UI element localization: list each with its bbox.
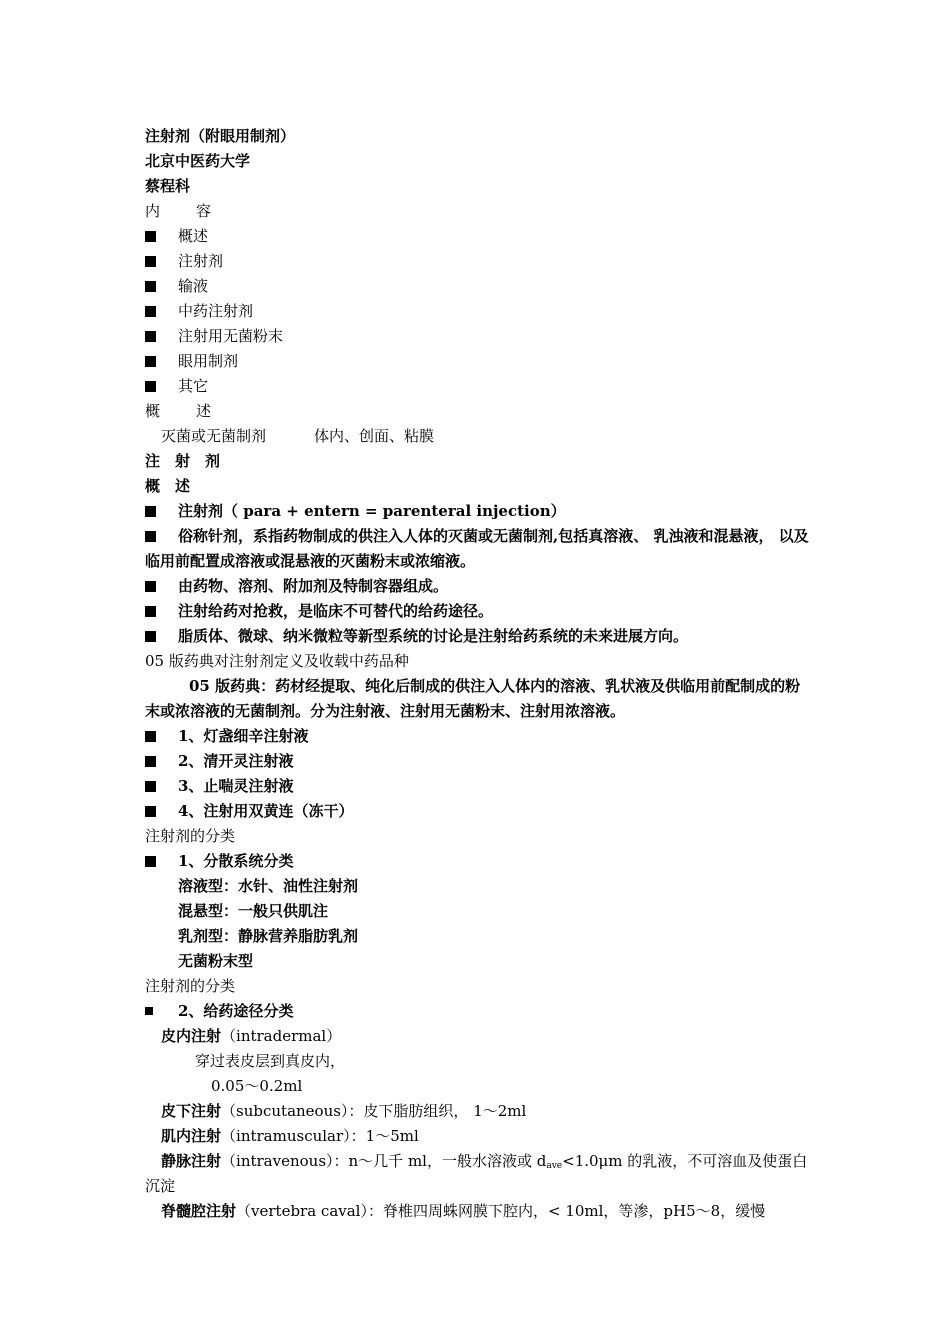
- list-item: 注射剂（ para + entern = parenteral injection）: [145, 499, 810, 524]
- sub-item: 乳剂型：静脉营养脂肪乳剂: [178, 927, 359, 945]
- square-bullet-icon: [145, 281, 156, 292]
- pharmacopoeia-definition: 05 版药典：药材经提取、纯化后制成的供注入人体内的溶液、乳状液及供临用前配制成的粉末或浓溶液的无菌制剂。分为注射液、注射用无菌粉末、注射用浓溶液。: [145, 677, 801, 720]
- list-item: 输液: [145, 274, 810, 299]
- classification-heading: 注射剂的分类: [145, 827, 236, 845]
- square-bullet-icon: [145, 581, 156, 592]
- square-bullet-icon: [145, 256, 156, 267]
- classification-heading: 注射剂的分类: [145, 977, 236, 995]
- square-bullet-icon: [145, 631, 156, 642]
- square-bullet-icon: [145, 756, 156, 767]
- list-item: 注射剂: [145, 249, 810, 274]
- route-subcutaneous: 皮下注射（subcutaneous）：皮下脂肪组织， 1～2ml: [161, 1102, 527, 1120]
- square-bullet-icon: [145, 781, 156, 792]
- list-item: 3、止喘灵注射液: [145, 774, 810, 799]
- square-bullet-icon: [145, 731, 156, 742]
- list-item: 由药物、溶剂、附加剂及特制容器组成。: [145, 574, 810, 599]
- list-item: 其它: [145, 374, 810, 399]
- doc-title: 注射剂（附眼用制剂）: [145, 127, 296, 145]
- document-page: [145, 124, 810, 1224]
- list-item: 注射用无菌粉末: [145, 324, 810, 349]
- sub-item: 溶液型：水针、油性注射剂: [178, 877, 359, 895]
- section-subheading: 概 述: [145, 477, 191, 495]
- square-bullet-icon: [145, 856, 156, 867]
- route-intravenous: 静脉注射（intravenous）：n～几千 ml，一般水溶液或 $d_{ave}<1.0\mu m$ 的乳液，不可溶血及使蛋白沉淀: [145, 1152, 808, 1195]
- author-name: 蔡程科: [145, 177, 191, 195]
- overview-line: 灭菌或无菌制剂 体内、创面、粘膜: [161, 427, 435, 445]
- list-item: 俗称针剂，系指药物制成的供注入人体的灭菌或无菌制剂,包括真溶液、 乳浊液和混悬液， 以及临用前配置成溶液或混悬液的灭菌粉末或浓缩液。: [145, 527, 809, 570]
- square-bullet-icon: [145, 306, 156, 317]
- list-item: 4、注射用双黄连（冻干）: [145, 799, 810, 824]
- route-spinal: 脊髓腔注射（vertebra caval）：脊椎四周蛛网膜下腔内，< 10ml，等渗，pH5～8，缓慢: [161, 1202, 766, 1220]
- list-item: 中药注射剂: [145, 299, 810, 324]
- list-item: 脂质体、微球、纳米微粒等新型系统的讨论是注射给药系统的未来进展方向。: [145, 624, 810, 649]
- list-item: 眼用制剂: [145, 349, 810, 374]
- list-item: 2、给药途径分类: [145, 999, 810, 1024]
- route-intradermal: 皮内注射（intradermal）: [161, 1027, 342, 1045]
- route-dose: 0.05～0.2ml: [211, 1077, 303, 1095]
- route-intramuscular: 肌内注射（intramuscular）：1～5ml: [161, 1127, 419, 1145]
- list-item: 注射给药对抢救，是临床不可替代的给药途径。: [145, 599, 810, 624]
- list-item: 2、清开灵注射液: [145, 749, 810, 774]
- overview-heading: 概 述: [145, 402, 212, 420]
- school-name: 北京中医药大学: [145, 152, 251, 170]
- sub-item: 混悬型：一般只供肌注: [178, 902, 329, 920]
- square-bullet-icon: [145, 381, 156, 392]
- section-heading: 注 射 剂: [145, 452, 221, 470]
- square-bullet-icon: [145, 331, 156, 342]
- list-item: 1、分散系统分类: [145, 849, 810, 874]
- square-bullet-icon: [145, 606, 156, 617]
- route-desc: 穿过表皮层到真皮内，: [195, 1052, 346, 1070]
- square-bullet-icon: [145, 806, 156, 817]
- list-item: 概述: [145, 224, 810, 249]
- sub-item: 无菌粉末型: [178, 952, 254, 970]
- list-item: 1、灯盏细辛注射液: [145, 724, 810, 749]
- square-bullet-icon: [145, 356, 156, 367]
- square-bullet-icon: [145, 1007, 153, 1015]
- pharmacopoeia-heading: 05 版药典对注射剂定义及收载中药品种: [145, 652, 409, 670]
- square-bullet-icon: [145, 231, 156, 242]
- contents-heading: 内 容: [145, 202, 212, 220]
- square-bullet-icon: [145, 506, 156, 517]
- square-bullet-icon: [145, 531, 156, 542]
